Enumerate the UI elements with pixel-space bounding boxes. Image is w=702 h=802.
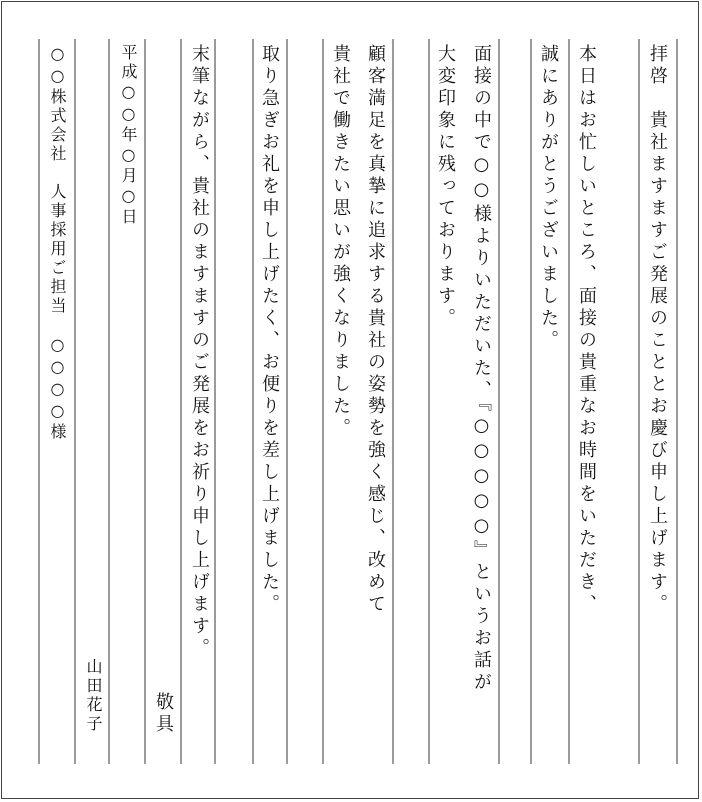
rule-line (676, 39, 678, 764)
rule-line (428, 39, 430, 764)
rule-line (638, 39, 640, 764)
paragraph-4-line: 取り急ぎお礼を申し上げたく、お便りを差し上げました。 (259, 44, 280, 616)
rule-line (568, 39, 570, 764)
rule-line (530, 39, 532, 764)
closing-sentence: 末筆ながら、貴社のますますのご発展をお祈り申し上げます。 (189, 44, 210, 660)
rule-line (108, 39, 110, 764)
sender-name: 山田花子 (84, 658, 103, 734)
rule-line (498, 39, 500, 764)
closing-word: 敬具 (153, 692, 174, 736)
paragraph-2-line-2: 大変印象に残っております。 (435, 44, 456, 330)
paragraph-2-line-1: 面接の中で○○様よりいただいた、『○○○○○』というお話が (471, 44, 492, 694)
rule-line (286, 39, 288, 764)
recipient-line: ○○株式会社 人事採用ご担当 ○○○○様 (48, 44, 67, 442)
paragraph-1-line-1: 本日はお忙しいところ、面接の貴重なお時間をいただき、 (576, 44, 597, 616)
rule-line (180, 39, 182, 764)
greeting-line: 拝啓 貴社ますますご発展のこととお慶び申し上げます。 (647, 44, 668, 616)
paragraph-3-line-2: 貴社で働きたい思いが強くなりました。 (330, 44, 351, 440)
paragraph-1-line-2: 誠にありがとうございました。 (538, 44, 559, 352)
rule-line (74, 39, 76, 764)
date-line: 平成○○年○月○日 (119, 44, 138, 227)
letter-sheet (1, 1, 699, 799)
rule-line (144, 39, 146, 764)
rule-line (214, 39, 216, 764)
paragraph-3-line-1: 顧客満足を真摯に追求する貴社の姿勢を強く感じ、改めて (365, 44, 386, 616)
rule-line (392, 39, 394, 764)
rule-line (252, 39, 254, 764)
rule-line (38, 39, 40, 764)
rule-line (322, 39, 324, 764)
